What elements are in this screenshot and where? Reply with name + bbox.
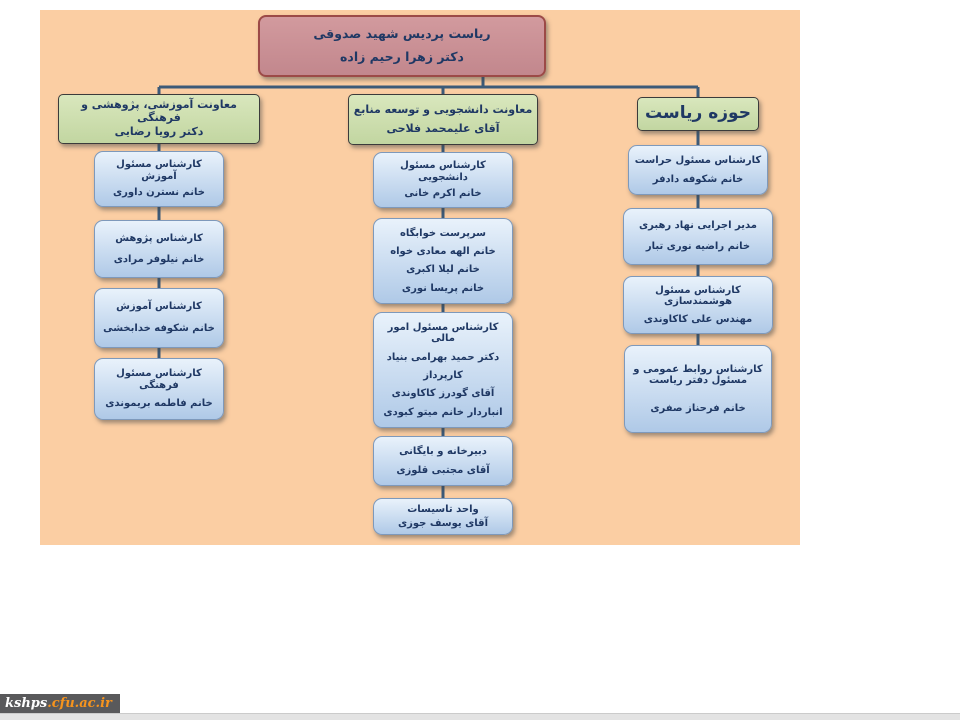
leaf-box xyxy=(628,145,768,195)
box-text-line: خانم راضیه نوری تبار xyxy=(645,241,751,253)
watermark-prefix: kshps xyxy=(5,696,48,711)
box-text-line: خانم اکرم خانی xyxy=(404,188,482,200)
box-text-line: کارشناس مسئول هوشمندسازی xyxy=(655,284,741,308)
box-text-line: دبیرخانه و بایگانی xyxy=(399,446,487,457)
box-text-line: آقای علیمحمد فلاحی xyxy=(386,121,500,135)
box-text-line: آقای گودرز کاکاوندی xyxy=(391,388,495,400)
box-text-line: خانم نسترن داوری xyxy=(113,187,205,199)
box-text-line: کارشناس مسئول دانشجویی xyxy=(400,160,486,183)
bottom-strip xyxy=(0,713,960,720)
box-text-line: کارشناس مسئول آموزش xyxy=(116,159,202,182)
leaf-box xyxy=(373,436,513,486)
box-text-line: مهندس علی کاکاوندی xyxy=(643,313,753,325)
leaf-box xyxy=(373,218,513,304)
branch-header-box xyxy=(348,94,538,145)
box-text-line: انباردار خانم میتو کبودی xyxy=(383,406,503,418)
box-text-line: خانم لیلا اکبری xyxy=(406,264,480,276)
box-text-line: دکتر رویا رضایی xyxy=(114,125,204,139)
box-text-line: خانم الهه معادی خواه xyxy=(390,246,496,258)
box-text-line: آقای مجتبی قلوزی xyxy=(396,464,490,476)
box-text-line: سرپرست خوابگاه xyxy=(399,227,487,239)
box-text-line: کارشناس مسئول امور مالی xyxy=(387,321,499,345)
box-text-line: کارشناس آموزش xyxy=(116,301,202,313)
box-text-line: معاونت دانشجویی و توسعه منابع xyxy=(353,102,533,116)
box-text-line: حوزه ریاست xyxy=(645,103,751,124)
box-text-line: خانم فرحناز صفری xyxy=(650,402,746,414)
box-text-line: دکتر زهرا رحیم زاده xyxy=(340,49,464,65)
leaf-box xyxy=(373,152,513,208)
branch-header-box xyxy=(637,97,759,131)
box-text-line: معاونت آموزشی، پژوهشی و فرهنگی xyxy=(81,98,237,124)
box-text-line: آقای یوسف جوزی xyxy=(397,517,489,529)
box-text-line: خانم فاطمه بریموندی xyxy=(105,398,213,410)
watermark-suffix: .cfu.ac.ir xyxy=(47,696,112,711)
leaf-box xyxy=(94,288,224,348)
box-text-line: خانم شکوفه دادفر xyxy=(652,173,744,185)
box-text-line: کارپرداز xyxy=(423,369,463,381)
box-text-line: مدیر اجرایی نهاد رهبری xyxy=(639,220,757,232)
box-text-line: کارشناس پژوهش xyxy=(115,232,203,244)
box-text-line: واحد تاسیسات xyxy=(407,503,479,515)
box-text-line: کارشناس مسئول حراست xyxy=(634,155,762,166)
org-chart-boxes xyxy=(40,10,800,545)
box-text-line: ریاست پردیس شهید صدوقی xyxy=(313,26,491,42)
leaf-box xyxy=(624,345,772,433)
box-text-line: کارشناس مسئول فرهنگی xyxy=(116,368,202,391)
leaf-box xyxy=(94,220,224,278)
leaf-box xyxy=(623,276,773,334)
box-text-line: خانم شکوفه خدابخشی xyxy=(103,323,215,335)
box-text-line: دکتر حمید بهرامی بنیاد xyxy=(386,351,500,363)
branch-header-box xyxy=(58,94,260,144)
leaf-box xyxy=(373,498,513,535)
root-box xyxy=(258,15,546,77)
org-chart xyxy=(40,10,800,545)
box-text-line: خانم پریسا نوری xyxy=(401,282,485,294)
site-watermark xyxy=(0,694,120,713)
leaf-box xyxy=(623,208,773,265)
leaf-box xyxy=(94,151,224,207)
leaf-box xyxy=(373,312,513,428)
box-text-line: خانم نیلوفر مرادی xyxy=(113,253,205,265)
leaf-box xyxy=(94,358,224,420)
box-text-line: کارشناس روابط عمومی و مسئول دفتر ریاست xyxy=(633,363,763,387)
